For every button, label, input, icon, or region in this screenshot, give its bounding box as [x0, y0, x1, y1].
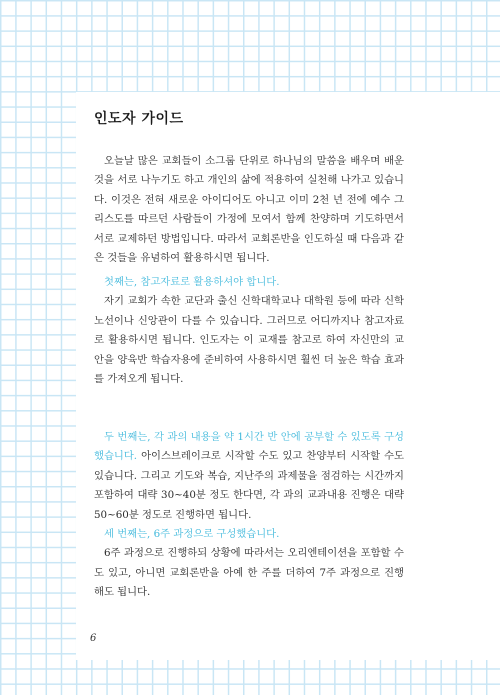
page-title: 인도자 가이드 — [94, 111, 184, 127]
page-sheet — [76, 92, 500, 660]
section-2 — [94, 428, 404, 525]
section-1 — [94, 273, 404, 389]
section-body: 아이스브레이크로 시작할 수도 있고 찬양부터 시작할 수도 있습니다. 그리고 기도와 복습, 지난주의 과제물을 점검하는 시간까지 포함하여 대략 30~40분 정도 한다면, 각 과의 교과내용 진행은 대략 50~60분 정도로 진행하면 됩니다. — [94, 450, 404, 521]
intro-block — [94, 152, 404, 268]
section-heading: 첫째는, 참고자료로 활용하셔야 합니다. — [104, 276, 280, 288]
section-body: 6주 과정으로 진행하되 상황에 따라서는 오리엔테이션을 포함할 수도 있고, 아니면 교회론반을 아예 한 주를 더하여 7주 과정으로 진행해도 됩니다. — [94, 547, 404, 599]
section-3 — [94, 525, 404, 603]
section-heading: 세 번째는, 6주 과정으로 구성했습니다. — [104, 528, 280, 540]
section-2-paragraph — [94, 428, 404, 525]
section-heading: 두 번째는, 각 과의 내용을 약 1시간 반 안에 공부할 수 있도록 구성했습니다. — [94, 431, 404, 463]
page-number: 6 — [90, 633, 97, 644]
intro-paragraph: 오늘날 많은 교회들이 소그룹 단위로 하나님의 말씀을 배우며 배운 것을 서로 나누기도 하고 개인의 삶에 적용하여 실천해 나가고 있습니다. 이것은 전혀 새로운 아이디어도 아니고 이미 2천 년 전에 예수 그리스도를 따르던 사람들이 가정에 모여서 함께 찬양하며 기도하면서 서로 교제하던 방법입니다. 따라서 교회론반을 인도하실 때 다음과 같은 것들을 유념하여 활용하시면 됩니다. — [94, 155, 404, 265]
section-body: 자기 교회가 속한 교단과 출신 신학대학교나 대학원 등에 따라 신학 노선이나 신앙관이 다를 수 있습니다. 그러므로 어디까지나 참고자료로 활용하시면 됩니다. 인도자는 이 교재를 참고로 하여 자신만의 교안을 양육반 학습자용에 준비하여 사용하시면 훨씬 더 높은 학습 효과를 가져오게 됩니다. — [94, 295, 404, 386]
